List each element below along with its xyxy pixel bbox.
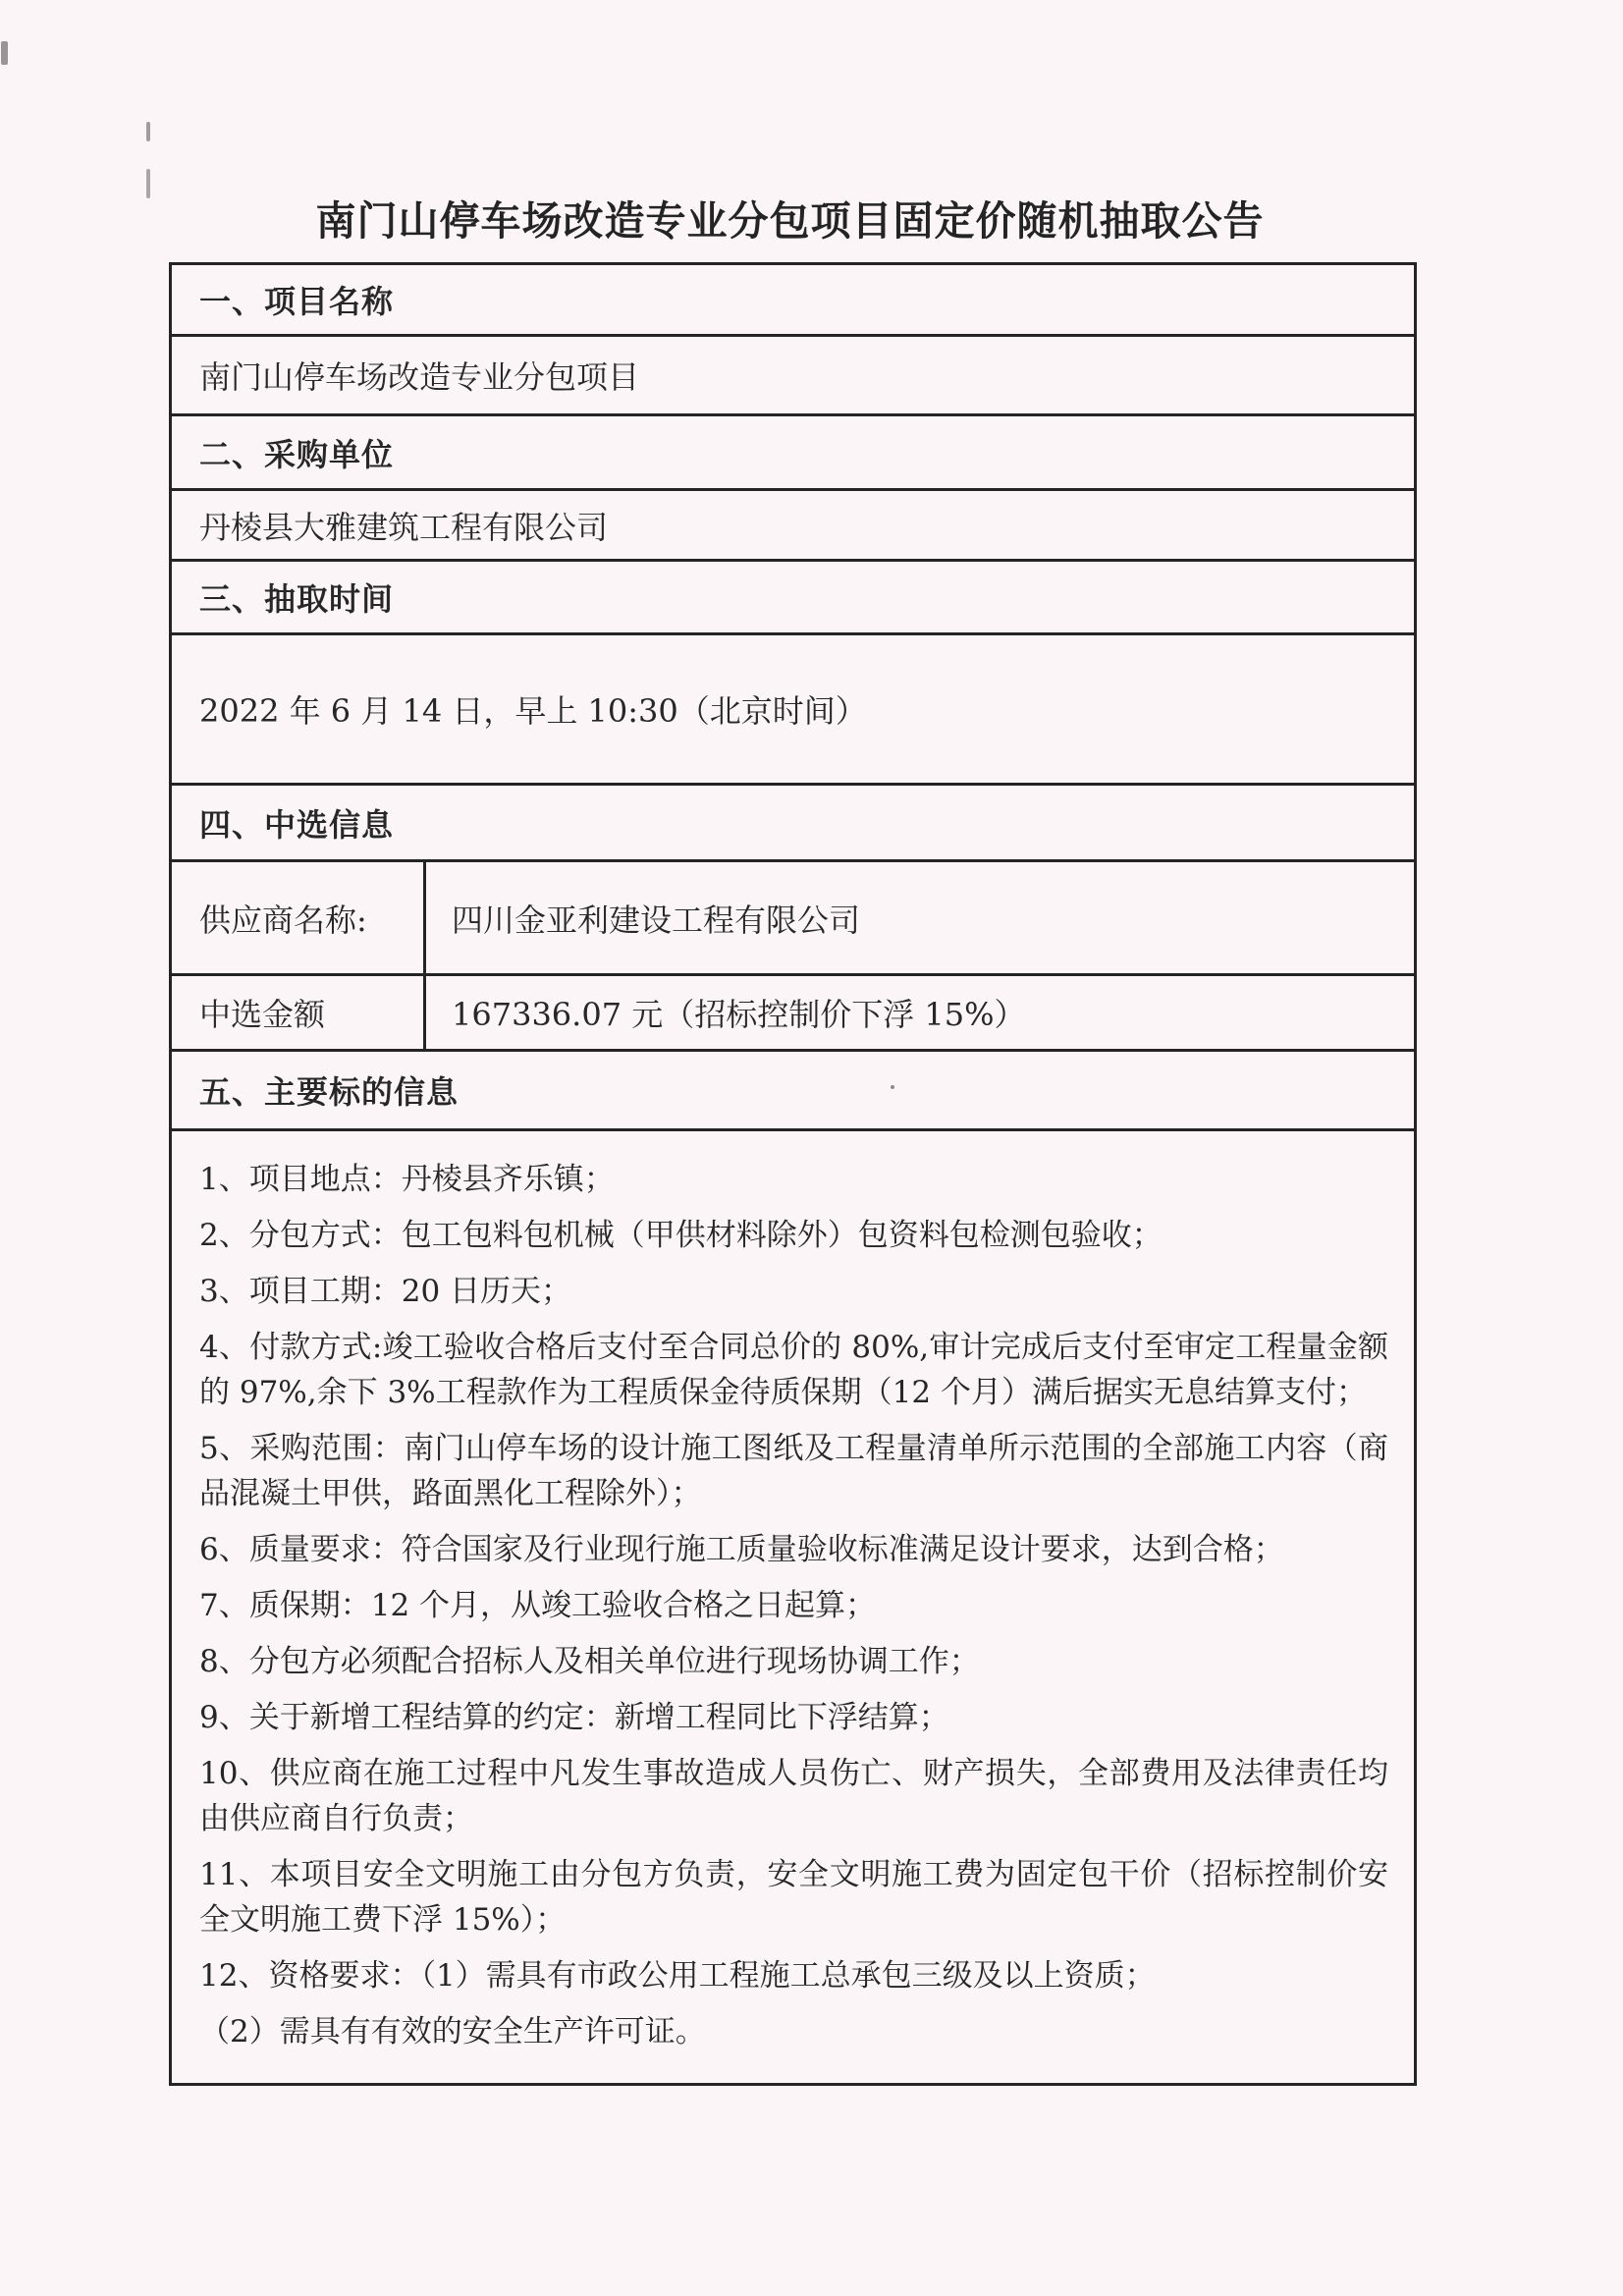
detail-item-9: 9、关于新增工程结算的约定：新增工程同比下浮结算； bbox=[199, 1700, 949, 1735]
scan-artifact bbox=[146, 122, 150, 141]
document-title: 南门山停车场改造专业分包项目固定价随机抽取公告 bbox=[315, 197, 1265, 245]
selected-amount-row bbox=[172, 973, 1414, 1049]
supplier-name-row bbox=[172, 859, 1414, 973]
detail-item-12b: （2）需具有有效的安全生产许可证。 bbox=[199, 2014, 706, 2050]
detail-item-6: 6、质量要求：符合国家及行业现行施工质量验收标准满足设计要求，达到合格； bbox=[199, 1532, 1284, 1567]
detail-item-12: 12、资格要求：（1）需具有市政公用工程施工总承包三级及以上资质； bbox=[199, 1958, 1156, 1994]
detail-item-8: 8、分包方必须配合招标人及相关单位进行现场协调工作； bbox=[199, 1644, 980, 1679]
detail-item-2: 2、分包方式：包工包料包机械（甲供材料除外）包资料包检测包验收； bbox=[199, 1218, 1163, 1253]
section-5-header: 五、主要标的信息 bbox=[172, 1049, 1414, 1128]
detail-item-4: 4、付款方式:竣工验收合格后支付至合同总价的 80%,审计完成后支付至审定工程量金额的 97%,余下 3%工程款作为工程质保金待质保期（12 个月）满后据实无息结算支付； bbox=[199, 1330, 1388, 1410]
detail-item-10: 10、供应商在施工过程中凡发生事故造成人员伤亡、财产损失，全部费用及法律责任均由供应商自行负责； bbox=[199, 1756, 1388, 1836]
scan-artifact bbox=[1, 41, 8, 65]
section-4-header: 四、中选信息 bbox=[172, 783, 1414, 859]
selected-amount-value: 167336.07 元（招标控制价下浮 15%） bbox=[452, 996, 1026, 1033]
announcement-table bbox=[169, 262, 1417, 2086]
supplier-name-label: 供应商名称: bbox=[172, 862, 426, 973]
supplier-name-value: 四川金亚利建设工程有限公司 bbox=[452, 901, 861, 939]
draw-time-value: 2022 年 6 月 14 日，早上 10:30（北京时间） bbox=[172, 632, 1414, 783]
scan-artifact bbox=[146, 169, 150, 198]
selected-amount-label: 中选金额 bbox=[172, 976, 426, 1049]
purchasing-unit-value: 丹棱县大雅建筑工程有限公司 bbox=[172, 488, 1414, 559]
section-3-header: 三、抽取时间 bbox=[172, 559, 1414, 632]
detail-item-5: 5、采购范围：南门山停车场的设计施工图纸及工程量清单所示范围的全部施工内容（商品混凝土甲供，路面黑化工程除外）； bbox=[199, 1431, 1388, 1511]
detail-item-11: 11、本项目安全文明施工由分包方负责，安全文明施工费为固定包干价（招标控制价安全文明施工费下浮 15%）； bbox=[199, 1857, 1388, 1938]
project-name-value: 南门山停车场改造专业分包项目 bbox=[172, 334, 1414, 413]
detail-item-1: 1、项目地点：丹棱县齐乐镇； bbox=[199, 1162, 615, 1197]
detail-item-7: 7、质保期：12 个月，从竣工验收合格之日起算； bbox=[199, 1588, 877, 1623]
detail-item-3: 3、项目工期：20 日历天； bbox=[199, 1274, 572, 1309]
section-2-header: 二、采购单位 bbox=[172, 413, 1414, 488]
section-1-header: 一、项目名称 bbox=[199, 283, 395, 320]
details-list bbox=[172, 1128, 1414, 2083]
